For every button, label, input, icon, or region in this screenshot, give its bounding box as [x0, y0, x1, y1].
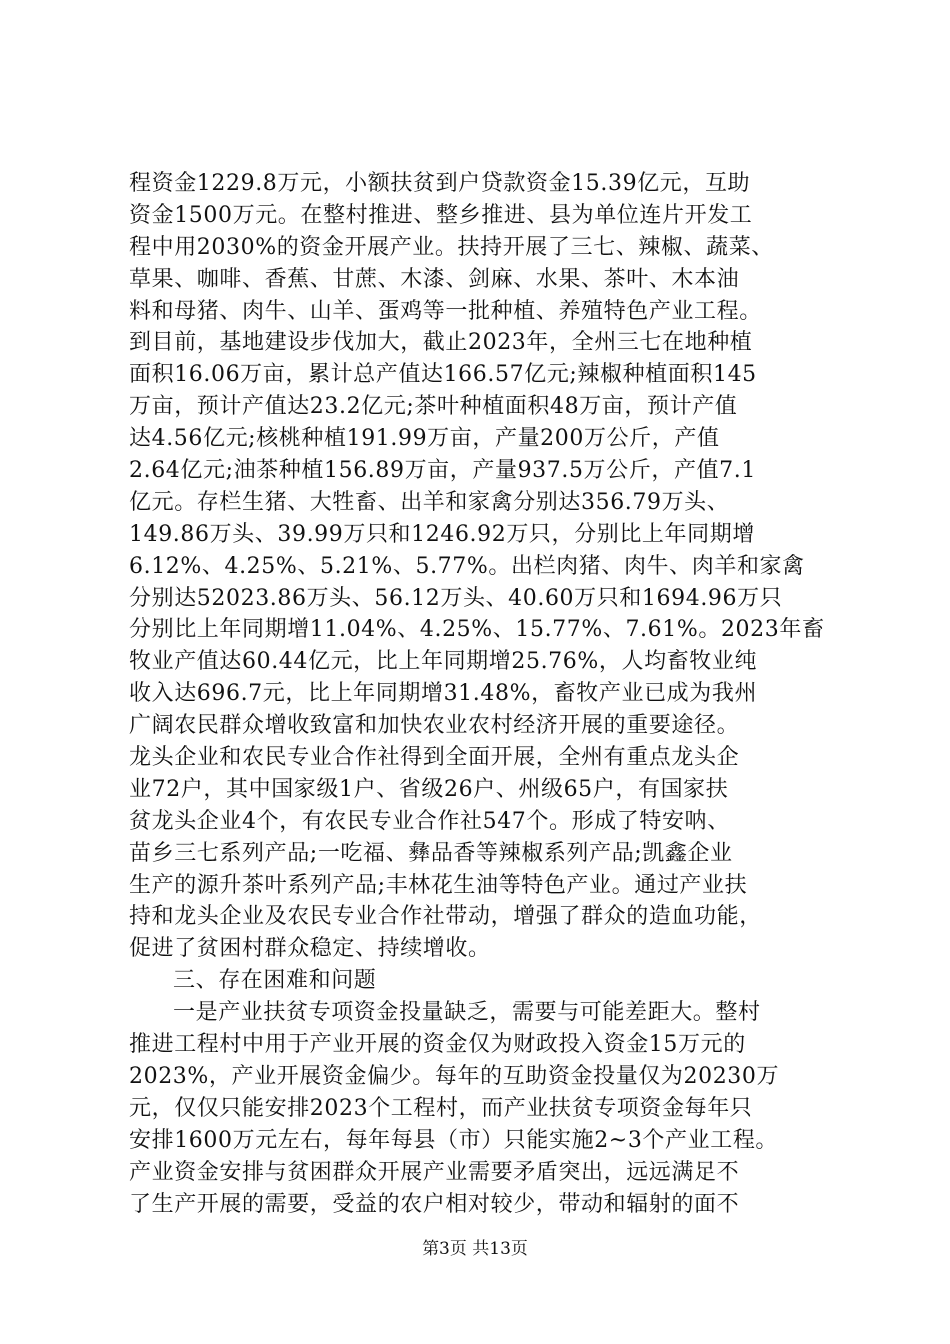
body-line: 2023%，产业开展资金偏少。每年的互助资金投量仅为20230万 [129, 1063, 780, 1089]
body-line: 贫龙头企业4个，有农民专业合作社547个。形成了特安呐、 [129, 808, 730, 834]
section-heading: 三、存在困难和问题 [173, 968, 377, 994]
body-line: 广阔农民群众增收致富和加快农业农村经济开展的重要途径。 [129, 713, 740, 739]
body-line: 料和母猪、肉牛、山羊、蛋鸡等一批种植、养殖特色产业工程。 [129, 298, 762, 324]
page-footer: 第3页 共13页 [422, 1239, 528, 1259]
body-line: 促进了贫困村群众稳定、持续增收。 [129, 936, 491, 962]
body-line: 元，仅仅只能安排2023个工程村，而产业扶贫专项资金每年只 [129, 1095, 753, 1121]
body-line: 产业资金安排与贫困群众开展产业需要矛盾突出，远远满足不 [129, 1159, 740, 1185]
body-line: 牧业产值达60.44亿元，比上年同期增25.76%，人均畜牧业纯 [129, 649, 758, 675]
body-line: 安排1600万元左右，每年每县（市）只能实施2~3个产业工程。 [129, 1127, 779, 1153]
body-line: 持和龙头企业及农民专业合作社带动，增强了群众的造血功能， [129, 904, 762, 930]
body-line: 业72户，其中国家级1户、省级26户、州级65户，有国家扶 [129, 776, 729, 802]
body-line: 生产的源升茶叶系列产品;丰林花生油等特色产业。通过产业扶 [129, 872, 748, 898]
body-line: 面积16.06万亩，累计总产值达166.57亿元;辣椒种植面积145 [129, 362, 757, 388]
body-line: 2.64亿元;油茶种植156.89万亩，产量937.5万公斤，产值7.1 [129, 458, 756, 484]
body-line: 收入达696.7元，比上年同期增31.48%，畜牧产业已成为我州 [129, 681, 758, 707]
body-line: 到目前，基地建设步伐加大，截止2023年，全州三七在地种植 [129, 330, 753, 356]
body-line: 分别达52023.86万头、56.12万头、40.60万只和1694.96万只 [129, 585, 783, 611]
document-body [129, 168, 829, 1220]
body-line: 了生产开展的需要，受益的农户相对较少，带动和辐射的面不 [129, 1191, 740, 1217]
body-line: 资金1500万元。在整村推进、整乡推进、县为单位连片开发工 [129, 202, 753, 228]
body-line: 149.86万头、39.99万只和1246.92万只，分别比上年同期增 [129, 521, 755, 547]
body-line: 6.12%、4.25%、5.21%、5.77%。出栏肉猪、肉牛、肉羊和家禽 [129, 553, 805, 579]
body-line: 草果、咖啡、香蕉、甘蔗、木漆、剑麻、水果、茶叶、木本油 [129, 266, 740, 292]
body-line: 程中用2030%的资金开展产业。扶持开展了三七、辣椒、蔬菜、 [129, 234, 774, 260]
body-line: 达4.56亿元;核桃种植191.99万亩，产量200万公斤，产值 [129, 426, 720, 452]
body-line: 龙头企业和农民专业合作社得到全面开展，全州有重点龙头企 [129, 745, 740, 771]
body-line: 亿元。存栏生猪、大牲畜、出羊和家禽分别达356.79万头、 [129, 489, 730, 515]
body-line: 程资金1229.8万元，小额扶贫到户贷款资金15.39亿元，互助 [129, 171, 751, 196]
body-line: 万亩，预计产值达23.2亿元;茶叶种植面积48万亩，预计产值 [129, 394, 738, 420]
body-line: 分别比上年同期增11.04%、4.25%、15.77%、7.61%。2023年畜 [129, 617, 825, 643]
body-line: 苗乡三七系列产品;一吃福、彝品香等辣椒系列产品;凯鑫企业 [129, 840, 733, 866]
paragraph-first-line: 一是产业扶贫专项资金投量缺乏，需要与可能差距大。整村 [173, 1000, 761, 1026]
body-line: 推进工程村中用于产业开展的资金仅为财政投入资金15万元的 [129, 1032, 746, 1058]
